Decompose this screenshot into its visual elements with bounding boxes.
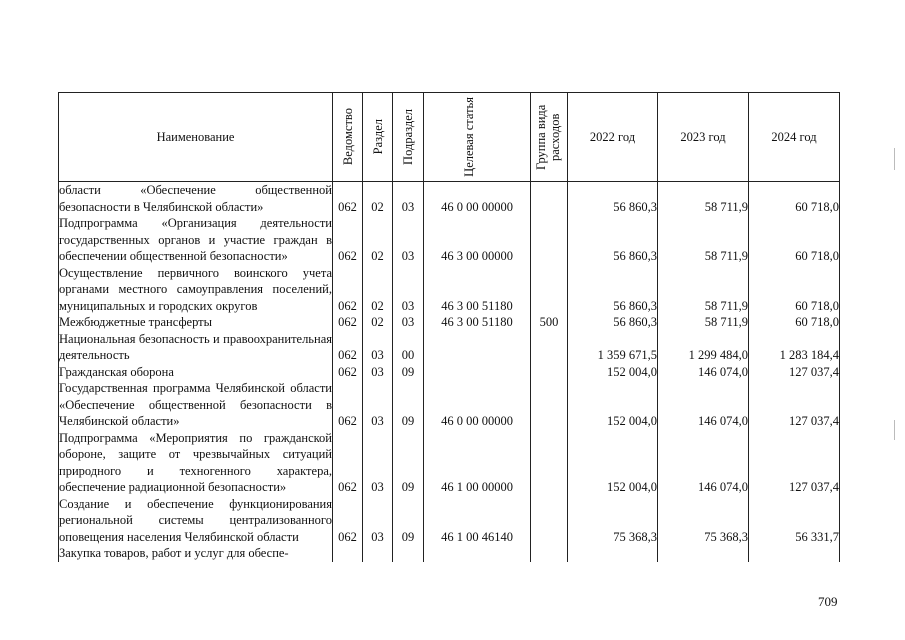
row-2023: 58 711,9 bbox=[658, 314, 749, 331]
row-gruppa bbox=[531, 265, 568, 315]
row-razdel: 02 bbox=[363, 182, 393, 216]
row-vedomstvo: 062 bbox=[333, 380, 363, 430]
row-name: Осуществление первичного воинского учета органами местного самоуправления поселений, муниципальных и городских округов bbox=[59, 265, 332, 313]
row-tselevaya: 46 0 00 00000 bbox=[424, 380, 531, 430]
row-razdel: 03 bbox=[363, 380, 393, 430]
row-2024: 1 283 184,4 bbox=[749, 331, 840, 364]
row-2023: 58 711,9 bbox=[658, 182, 749, 216]
row-razdel: 03 bbox=[363, 331, 393, 364]
row-gruppa bbox=[531, 496, 568, 546]
row-razdel bbox=[363, 545, 393, 562]
row-podrazdel: 09 bbox=[393, 380, 424, 430]
row-vedomstvo: 062 bbox=[333, 331, 363, 364]
row-2022: 152 004,0 bbox=[568, 380, 658, 430]
edge-mark bbox=[894, 148, 895, 170]
row-2024 bbox=[749, 545, 840, 562]
row-podrazdel bbox=[393, 545, 424, 562]
row-razdel: 02 bbox=[363, 215, 393, 265]
row-tselevaya: 46 3 00 00000 bbox=[424, 215, 531, 265]
table-row bbox=[59, 380, 840, 430]
row-tselevaya: 46 0 00 00000 bbox=[424, 182, 531, 216]
row-gruppa bbox=[531, 430, 568, 496]
row-2022: 56 860,3 bbox=[568, 265, 658, 315]
row-2023: 146 074,0 bbox=[658, 364, 749, 381]
row-2022: 56 860,3 bbox=[568, 314, 658, 331]
table-row bbox=[59, 496, 840, 546]
header-gruppa: Группа вида расходов bbox=[531, 93, 568, 182]
row-tselevaya: 46 1 00 46140 bbox=[424, 496, 531, 546]
row-vedomstvo: 062 bbox=[333, 364, 363, 381]
row-name: Межбюджетные трансферты bbox=[59, 314, 333, 331]
row-podrazdel: 00 bbox=[393, 331, 424, 364]
row-2024: 56 331,7 bbox=[749, 496, 840, 546]
row-2023 bbox=[658, 545, 749, 562]
row-name: Создание и обеспечение функционирования региональной системы централизованного оповещения населения Челябинской области bbox=[59, 496, 332, 544]
table-row bbox=[59, 364, 840, 381]
row-podrazdel: 09 bbox=[393, 496, 424, 546]
row-gruppa: 500 bbox=[531, 314, 568, 331]
row-2024: 127 037,4 bbox=[749, 364, 840, 381]
table-body bbox=[59, 182, 840, 562]
edge-mark bbox=[894, 420, 895, 440]
row-name: Гражданская оборона bbox=[59, 364, 333, 381]
row-podrazdel: 03 bbox=[393, 215, 424, 265]
row-razdel: 03 bbox=[363, 496, 393, 546]
table-row bbox=[59, 430, 840, 496]
row-name: Закупка товаров, работ и услуг для обеспе- bbox=[59, 545, 333, 562]
row-gruppa bbox=[531, 331, 568, 364]
header-name: Наименование bbox=[59, 93, 333, 182]
row-vedomstvo: 062 bbox=[333, 314, 363, 331]
row-podrazdel: 03 bbox=[393, 314, 424, 331]
row-2023: 75 368,3 bbox=[658, 496, 749, 546]
row-2023: 146 074,0 bbox=[658, 380, 749, 430]
row-2022: 56 860,3 bbox=[568, 182, 658, 216]
row-name: Государственная программа Челябинской области «Обеспечение общественной безопасности в Челябинской области» bbox=[59, 381, 332, 428]
header-2022: 2022 год bbox=[568, 93, 658, 182]
row-gruppa bbox=[531, 215, 568, 265]
row-2023: 1 299 484,0 bbox=[658, 331, 749, 364]
row-name: области «Обеспечение общественной безопасности в Челябинской области» bbox=[59, 183, 332, 214]
row-podrazdel: 09 bbox=[393, 430, 424, 496]
row-2024: 127 037,4 bbox=[749, 380, 840, 430]
row-name: Национальная безопасность и правоохранительная деятельность bbox=[59, 331, 332, 362]
row-2022: 152 004,0 bbox=[568, 364, 658, 381]
row-2022: 152 004,0 bbox=[568, 430, 658, 496]
budget-table bbox=[58, 92, 840, 562]
header-row bbox=[59, 93, 840, 182]
row-2024: 60 718,0 bbox=[749, 314, 840, 331]
row-vedomstvo: 062 bbox=[333, 496, 363, 546]
row-vedomstvo: 062 bbox=[333, 182, 363, 216]
table-row bbox=[59, 182, 840, 216]
row-tselevaya bbox=[424, 545, 531, 562]
row-vedomstvo: 062 bbox=[333, 430, 363, 496]
row-gruppa bbox=[531, 364, 568, 381]
row-podrazdel: 03 bbox=[393, 265, 424, 315]
header-vedomstvo: Ведомство bbox=[333, 93, 363, 182]
row-razdel: 03 bbox=[363, 430, 393, 496]
row-gruppa bbox=[531, 182, 568, 216]
row-vedomstvo: 062 bbox=[333, 215, 363, 265]
header-podrazdel: Подраздел bbox=[393, 93, 424, 182]
row-2024: 60 718,0 bbox=[749, 265, 840, 315]
row-2022: 1 359 671,5 bbox=[568, 331, 658, 364]
row-2023: 58 711,9 bbox=[658, 265, 749, 315]
page-number: 709 bbox=[818, 594, 838, 609]
row-podrazdel: 03 bbox=[393, 182, 424, 216]
row-tselevaya: 46 1 00 00000 bbox=[424, 430, 531, 496]
header-2024: 2024 год bbox=[749, 93, 840, 182]
row-2024: 60 718,0 bbox=[749, 215, 840, 265]
row-gruppa bbox=[531, 545, 568, 562]
row-tselevaya bbox=[424, 364, 531, 381]
row-razdel: 02 bbox=[363, 314, 393, 331]
row-2024: 60 718,0 bbox=[749, 182, 840, 216]
row-2024: 127 037,4 bbox=[749, 430, 840, 496]
table-row bbox=[59, 265, 840, 315]
row-2023: 58 711,9 bbox=[658, 215, 749, 265]
row-name: Подпрограмма «Организация деятельности государственных органов и участие граждан в обеспечении общественной безопасности» bbox=[59, 216, 332, 263]
row-gruppa bbox=[531, 380, 568, 430]
row-tselevaya bbox=[424, 331, 531, 364]
row-tselevaya: 46 3 00 51180 bbox=[424, 265, 531, 315]
row-2022: 75 368,3 bbox=[568, 496, 658, 546]
table-row bbox=[59, 331, 840, 364]
row-vedomstvo bbox=[333, 545, 363, 562]
row-2022: 56 860,3 bbox=[568, 215, 658, 265]
row-razdel: 03 bbox=[363, 364, 393, 381]
row-2023: 146 074,0 bbox=[658, 430, 749, 496]
table-row bbox=[59, 215, 840, 265]
row-vedomstvo: 062 bbox=[333, 265, 363, 315]
header-tselevaya: Целевая статья bbox=[424, 93, 531, 182]
header-2023: 2023 год bbox=[658, 93, 749, 182]
row-razdel: 02 bbox=[363, 265, 393, 315]
header-razdel: Раздел bbox=[363, 93, 393, 182]
row-tselevaya: 46 3 00 51180 bbox=[424, 314, 531, 331]
row-podrazdel: 09 bbox=[393, 364, 424, 381]
row-2022 bbox=[568, 545, 658, 562]
table-row bbox=[59, 545, 840, 562]
table-row bbox=[59, 314, 840, 331]
row-name: Подпрограмма «Мероприятия по гражданской обороне, защите от чрезвычайных ситуаций природного и техногенного характера, обеспечение радиационной безопасности» bbox=[59, 430, 332, 494]
